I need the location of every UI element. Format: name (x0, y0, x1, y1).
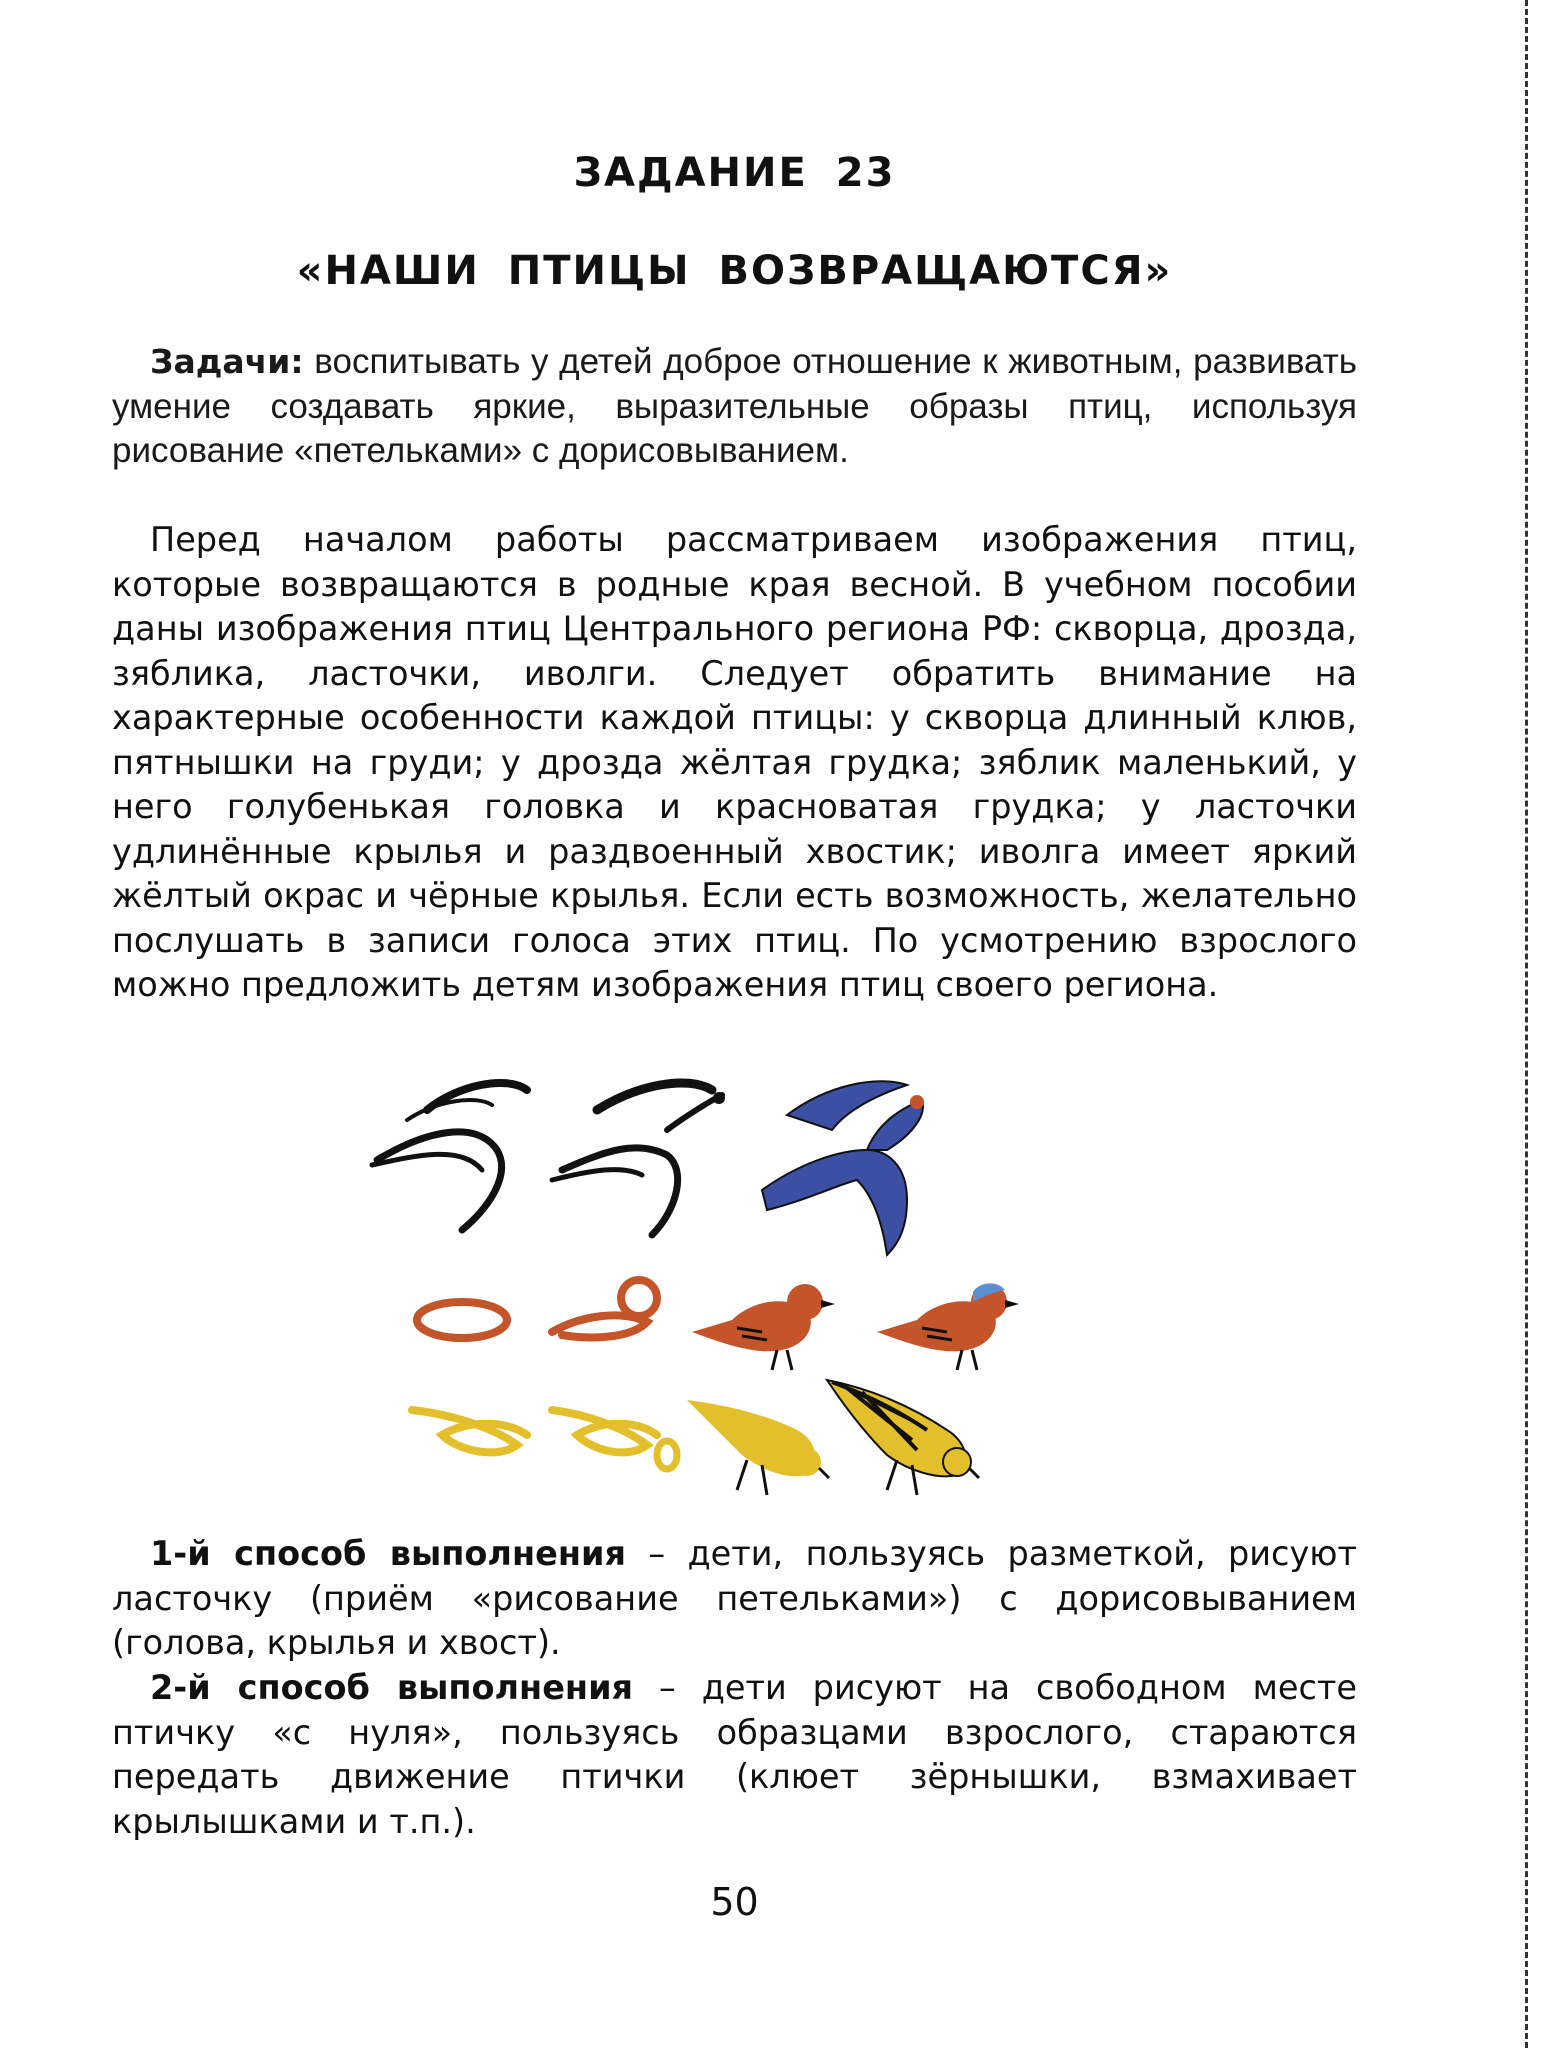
bird-drawing-steps (367, 1070, 1227, 1510)
page (112, 0, 1357, 2048)
oriole-step-2-icon (552, 1410, 677, 1469)
finch-brown-icon (692, 1284, 835, 1370)
oriole-colored-icon (827, 1380, 979, 1495)
page-number: 50 (710, 1880, 759, 1924)
method-1-label: 1-й способ выполнения (150, 1534, 626, 1573)
tasks-label: Задачи: (150, 342, 304, 381)
finch-step-2-icon (552, 1280, 657, 1337)
finch-step-1-icon (417, 1302, 507, 1338)
method-2-paragraph (112, 1666, 1357, 1844)
intro-paragraph: Перед началом работы рассматриваем изображения птиц, которые возвращаются в родные края весной. В учебном пособии даны изображения птиц Центрального региона РФ: скворца, дрозда, зяблика, ласточки, иволги. Следует обратить внимание на характерные особенности каждой птицы: у скворца длинный клюв, пятнышки на груди; у дрозда жёлтая грудка; зяблик маленький, у него голубенькая головка и красноватая грудка; у ласточки удлинённые крылья и раздвоенный хвостик; иволга имеет яркий жёлтый окрас и чёрные крылья. Если есть возможность, желательно послушать в записи голоса этих птиц. По усмотрению взрослого можно предложить детям изображения птиц своего региона. (112, 520, 1357, 1004)
task-heading: ЗАДАНИЕ 23 (573, 150, 896, 196)
method-2-text: – дети рисуют на свободном месте птичку «с нуля», пользуясь образцами взрослого, стараются передать движение птички (клюет зёрнышки, взмахивает крылышками и т.п.). (112, 1668, 1357, 1841)
tasks-text: воспитывать у детей доброе отношение к животным, развивать умение создавать яркие, выразительные образы птиц, используя рисование «петельками» с дорисовыванием. (112, 342, 1357, 470)
swallow-step-1-icon (372, 1083, 527, 1230)
method-1-paragraph (112, 1532, 1357, 1666)
method-2-label: 2-й способ выполнения (150, 1668, 634, 1707)
finch-colored-icon (877, 1283, 1019, 1370)
cut-line (1525, 0, 1528, 2048)
task-subheading: «НАШИ ПТИЦЫ ВОЗВРАЩАЮТСЯ» (296, 248, 1173, 294)
oriole-step-1-icon (412, 1410, 527, 1452)
tasks-paragraph (112, 340, 1357, 474)
method-1-text: – дети, пользуясь разметкой, рисуют ласточку (приём «рисование петельками») с дорисовыванием (голова, крылья и хвост). (112, 1534, 1357, 1662)
swallow-step-2-icon (552, 1083, 725, 1235)
swallow-colored-icon (762, 1081, 924, 1255)
oriole-yellow-icon (687, 1400, 829, 1495)
